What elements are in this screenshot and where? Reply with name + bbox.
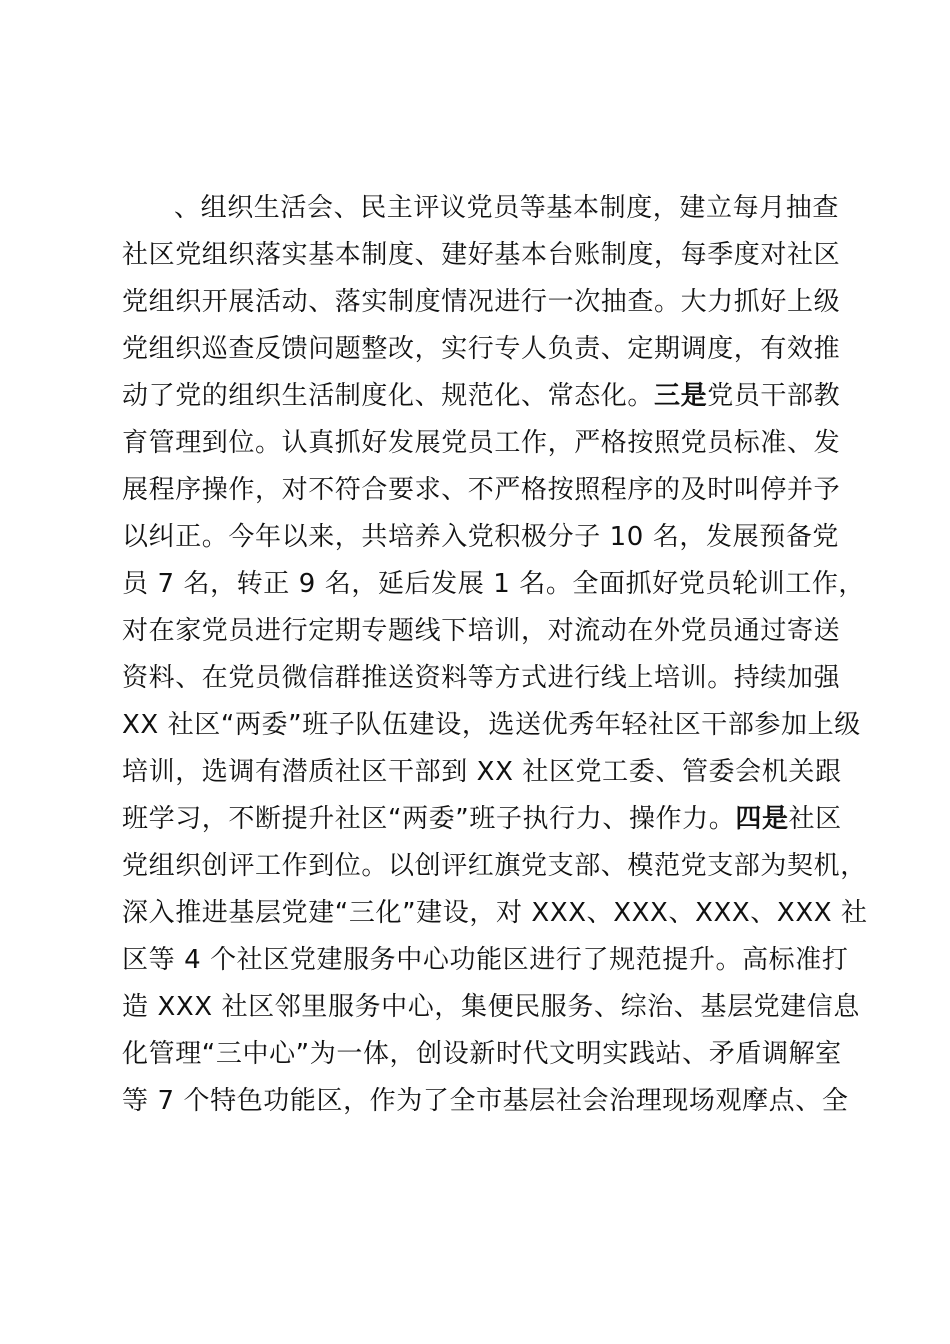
bold-heading-san-shi: 三是 bbox=[654, 381, 708, 411]
paragraph-line: 党组织创评工作到位。以创评红旗党支部、模范党支部为契机， bbox=[122, 851, 867, 881]
paragraph-line: 党组织开展活动、落实制度情况进行一次抽查。大力抓好上级 bbox=[122, 287, 841, 317]
paragraph-line: 、组织生活会、民主评议党员等基本制度，建立每月抽查 bbox=[174, 193, 840, 223]
bold-heading-si-shi: 四是 bbox=[735, 804, 789, 834]
paragraph-line: 培训，选调有潜质社区干部到 XX 社区党工委、管委会机关跟 bbox=[122, 757, 842, 787]
paragraph-line: 动了党的组织生活制度化、规范化、常态化。三是党员干部教 bbox=[122, 381, 841, 411]
paragraph-line: 化管理“三中心”为一体，创设新时代文明实践站、矛盾调解室 bbox=[122, 1039, 842, 1069]
paragraph-line: 育管理到位。认真抓好发展党员工作，严格按照党员标准、发 bbox=[122, 428, 841, 458]
paragraph-line: 以纠正。今年以来，共培养入党积极分子 10 名，发展预备党 bbox=[122, 522, 840, 552]
paragraph-line: 班学习，不断提升社区“两委”班子执行力、操作力。四是社区 bbox=[122, 804, 842, 834]
paragraph-line: 展程序操作，对不符合要求、不严格按照程序的及时叫停并予 bbox=[122, 475, 841, 505]
paragraph-line: 社区党组织落实基本制度、建好基本台账制度，每季度对社区 bbox=[122, 240, 841, 270]
paragraph-line: 员 7 名，转正 9 名，延后发展 1 名。全面抓好党员轮训工作， bbox=[122, 569, 866, 599]
paragraph-line: 等 7 个特色功能区，作为了全市基层社会治理现场观摩点、全 bbox=[122, 1086, 849, 1116]
paragraph-line: 区等 4 个社区党建服务中心功能区进行了规范提升。高标准打 bbox=[122, 945, 849, 975]
paragraph-line: 深入推进基层党建“三化”建设，对 XXX、XXX、XXX、XXX 社 bbox=[122, 898, 868, 928]
paragraph-line: 造 XXX 社区邻里服务中心，集便民服务、综治、基层党建信息 bbox=[122, 992, 860, 1022]
paragraph-line: 党组织巡查反馈问题整改，实行专人负责、定期调度，有效推 bbox=[122, 334, 841, 364]
paragraph-line: 资料、在党员微信群推送资料等方式进行线上培训。持续加强 bbox=[122, 663, 841, 693]
paragraph-line: XX 社区“两委”班子队伍建设，选送优秀年轻社区干部参加上级 bbox=[122, 710, 861, 740]
paragraph-line: 对在家党员进行定期专题线下培训，对流动在外党员通过寄送 bbox=[122, 616, 841, 646]
